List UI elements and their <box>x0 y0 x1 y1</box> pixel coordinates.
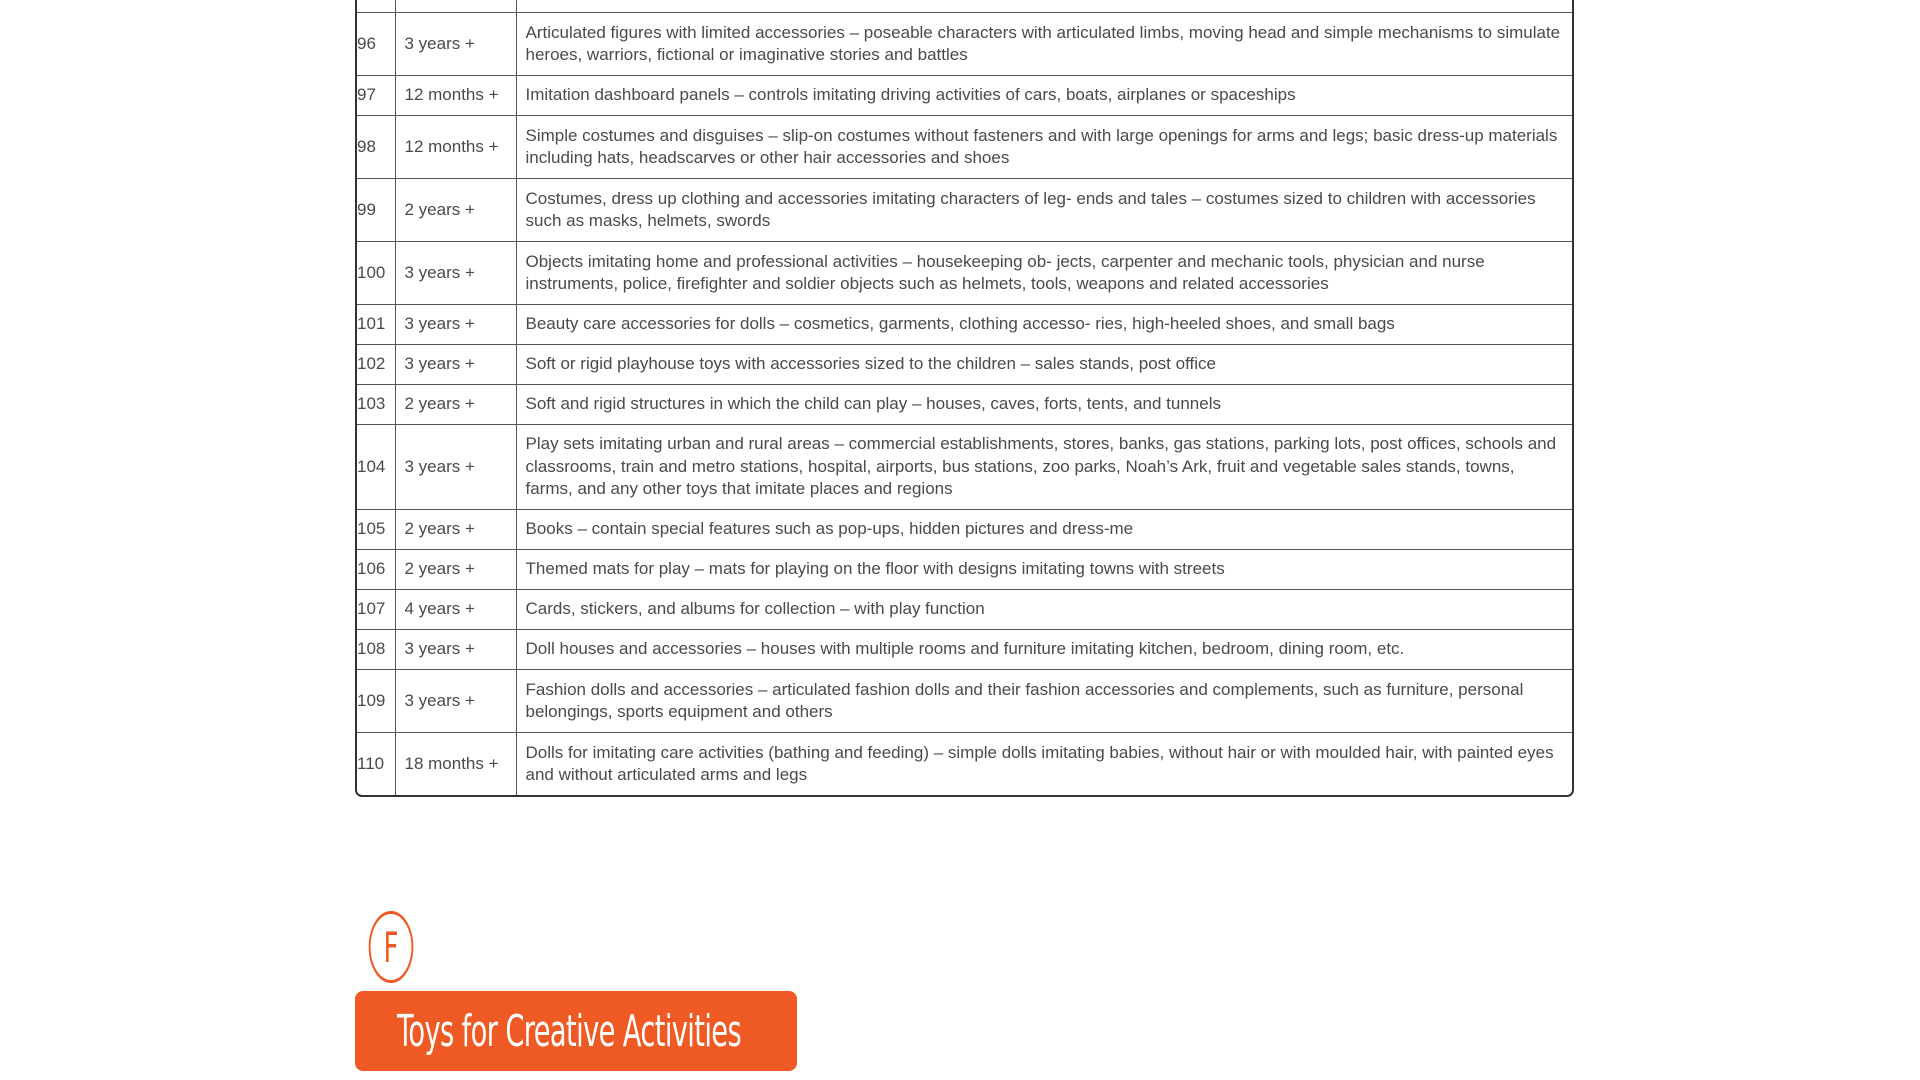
age-grading-table-grid <box>357 0 1572 795</box>
table-row <box>357 242 1572 305</box>
table-row <box>357 385 1572 425</box>
row-number: 107 <box>357 590 395 630</box>
row-description: Beauty care accessories for dolls – cosmetics, garments, clothing accesso- ries, high-heeled shoes, and small bags <box>516 305 1572 345</box>
table-row <box>357 13 1572 76</box>
age-grading-table <box>355 0 1574 797</box>
table-body <box>357 0 1572 795</box>
row-description: Dolls for imitating care activities (bathing and feeding) – simple dolls imitating babies, without hair or with moulded hair, with painted eyes and without articulated arms and legs <box>516 733 1572 796</box>
row-age: 3 years + <box>395 13 516 76</box>
row-number <box>357 0 395 13</box>
section-title-text: Toys for Creative Activities <box>397 1005 742 1057</box>
row-age <box>395 0 516 13</box>
table-row <box>357 179 1572 242</box>
row-description: Imitation dashboard panels – controls imitating driving activities of cars, boats, airplanes or spaceships <box>516 76 1572 116</box>
row-number: 105 <box>357 510 395 550</box>
table-row <box>357 590 1572 630</box>
row-description: Fashion dolls and accessories – articulated fashion dolls and their fashion accessories and complements, such as furniture, personal belongings, sports equipment and others <box>516 670 1572 733</box>
row-age: 3 years + <box>395 242 516 305</box>
row-number: 100 <box>357 242 395 305</box>
row-description: Simple costumes and disguises – slip-on costumes without fasteners and with large openings for arms and legs; basic dress-up materials including hats, headscarves or other hair accessories and shoes <box>516 116 1572 179</box>
section-letter: F <box>383 922 399 972</box>
row-number: 97 <box>357 76 395 116</box>
row-age: 2 years + <box>395 385 516 425</box>
table-row <box>357 630 1572 670</box>
row-description: Costumes, dress up clothing and accessories imitating characters of leg- ends and tales – costumes sized to children with accessories such as masks, helmets, swords <box>516 179 1572 242</box>
table-row <box>357 345 1572 385</box>
row-age: 3 years + <box>395 305 516 345</box>
row-number: 110 <box>357 733 395 796</box>
row-description: Doll houses and accessories – houses with multiple rooms and furniture imitating kitchen, bedroom, dining room, etc. <box>516 630 1572 670</box>
table-row <box>357 510 1572 550</box>
row-age: 2 years + <box>395 179 516 242</box>
row-age: 2 years + <box>395 510 516 550</box>
row-description: Soft and rigid structures in which the child can play – houses, caves, forts, tents, and tunnels <box>516 385 1572 425</box>
row-age: 12 months + <box>395 76 516 116</box>
table-row <box>357 76 1572 116</box>
row-age: 4 years + <box>395 590 516 630</box>
row-number: 104 <box>357 425 395 510</box>
row-description: Cards, stickers, and albums for collection – with play function <box>516 590 1572 630</box>
row-age: 3 years + <box>395 670 516 733</box>
row-age: 12 months + <box>395 116 516 179</box>
row-age: 3 years + <box>395 345 516 385</box>
row-number: 106 <box>357 550 395 590</box>
row-description: Objects imitating home and professional activities – housekeeping ob- jects, carpenter and mechanic tools, physician and nurse instruments, police, firefighter and soldier objects such as helmets, tools, weapons and related accessories <box>516 242 1572 305</box>
row-description <box>516 0 1572 13</box>
row-number: 102 <box>357 345 395 385</box>
row-number: 98 <box>357 116 395 179</box>
row-age: 3 years + <box>395 425 516 510</box>
table-row <box>357 733 1572 796</box>
row-number: 96 <box>357 13 395 76</box>
row-number: 99 <box>357 179 395 242</box>
row-description: Play sets imitating urban and rural areas – commercial establishments, stores, banks, gas stations, parking lots, post offices, schools and classrooms, train and metro stations, hospital, airports, bus stations, zoo parks, Noah’s Ark, fruit and vegetable sales stands, towns, farms, and any other toys that imitate places and regions <box>516 425 1572 510</box>
table-row <box>357 670 1572 733</box>
row-description: Soft or rigid playhouse toys with accessories sized to the children – sales stands, post office <box>516 345 1572 385</box>
table-row-partial <box>357 0 1572 13</box>
row-age: 2 years + <box>395 550 516 590</box>
table-row <box>357 305 1572 345</box>
table-row <box>357 550 1572 590</box>
row-number: 109 <box>357 670 395 733</box>
row-number: 101 <box>357 305 395 345</box>
row-description: Articulated figures with limited accessories – poseable characters with articulated limbs, moving head and simple mechanisms to simulate heroes, warriors, fictional or imaginative stories and battles <box>516 13 1572 76</box>
table-row <box>357 116 1572 179</box>
row-number: 103 <box>357 385 395 425</box>
row-number: 108 <box>357 630 395 670</box>
section-title-banner <box>355 991 797 1071</box>
table-row <box>357 425 1572 510</box>
row-description: Books – contain special features such as pop-ups, hidden pictures and dress-me <box>516 510 1572 550</box>
row-age: 3 years + <box>395 630 516 670</box>
row-description: Themed mats for play – mats for playing on the floor with designs imitating towns with streets <box>516 550 1572 590</box>
row-age: 18 months + <box>395 733 516 796</box>
section-letter-badge <box>369 911 414 983</box>
